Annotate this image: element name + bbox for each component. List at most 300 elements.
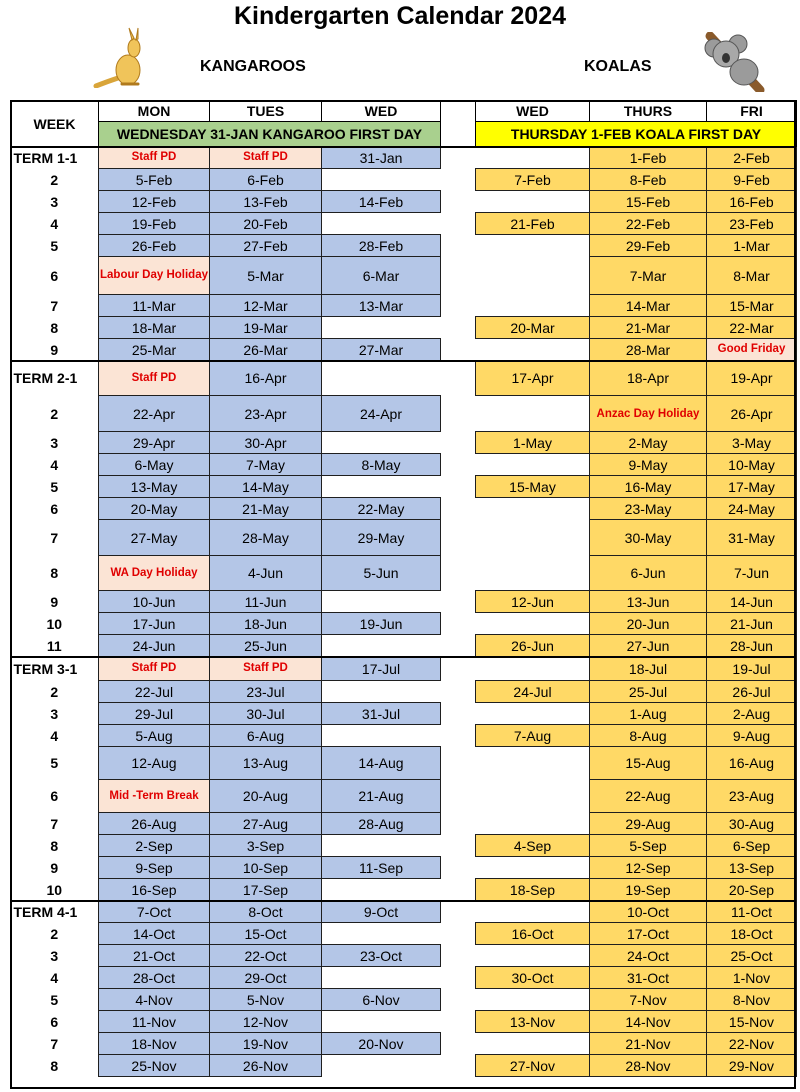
empty-cell xyxy=(476,657,590,681)
week-row xyxy=(11,295,797,317)
mon-cell: 22-Apr xyxy=(99,396,210,432)
banner-row xyxy=(11,122,797,147)
empty-cell xyxy=(476,257,590,295)
mon-cell: 10-Jun xyxy=(99,591,210,613)
gap-cell xyxy=(441,591,476,613)
week-row xyxy=(11,591,797,613)
week-label: TERM 4-1 xyxy=(13,903,78,920)
empty-cell xyxy=(476,295,590,317)
empty-cell xyxy=(476,520,590,556)
gap-cell xyxy=(441,780,476,813)
mon-cell: 28-Oct xyxy=(99,967,210,989)
thurs-cell: 22-Aug xyxy=(590,780,707,813)
week-label: 5 xyxy=(50,478,59,495)
mon-cell: 18-Nov xyxy=(99,1033,210,1055)
fri-cell: 26-Apr xyxy=(707,396,797,432)
mon-cell: 6-May xyxy=(99,454,210,476)
tues-cell: 20-Feb xyxy=(210,213,322,235)
gap-cell xyxy=(441,1033,476,1055)
tues-cell: 11-Jun xyxy=(210,591,322,613)
tues-cell: 20-Aug xyxy=(210,780,322,813)
wed-kangaroo-cell: 27-Mar xyxy=(322,339,441,361)
week-label: 2 xyxy=(50,683,59,700)
gap-cell xyxy=(441,361,476,396)
week-label: 10 xyxy=(46,881,63,898)
tues-cell: 25-Jun xyxy=(210,635,322,657)
thurs-cell: 21-Nov xyxy=(590,1033,707,1055)
gap-cell xyxy=(441,317,476,339)
week-label: 10 xyxy=(46,615,63,632)
mon-cell: 27-May xyxy=(99,520,210,556)
wed-kangaroo-cell: 31-Jul xyxy=(322,703,441,725)
week-label: TERM 1-1 xyxy=(13,149,78,166)
fri-cell: 9-Feb xyxy=(707,169,797,191)
tues-cell: 17-Sep xyxy=(210,879,322,901)
week-row xyxy=(11,191,797,213)
week-label: 8 xyxy=(50,1057,59,1074)
thurs-cell: 17-Oct xyxy=(590,923,707,945)
mon-cell: 29-Jul xyxy=(99,703,210,725)
gap-cell xyxy=(441,1011,476,1033)
tues-cell: 27-Feb xyxy=(210,235,322,257)
week-label: 4 xyxy=(50,969,59,986)
empty-cell xyxy=(476,813,590,835)
week-label: 8 xyxy=(50,837,59,854)
mon-cell: 18-Mar xyxy=(99,317,210,339)
empty-cell xyxy=(322,476,441,498)
week-row xyxy=(11,857,797,879)
event-cell: Staff PD xyxy=(210,147,322,169)
calendar-table xyxy=(10,100,797,1077)
wed-koala-cell: 7-Aug xyxy=(476,725,590,747)
week-label: 2 xyxy=(50,925,59,942)
thurs-cell: 21-Mar xyxy=(590,317,707,339)
week-row xyxy=(11,498,797,520)
gap-cell xyxy=(441,556,476,591)
gap-cell xyxy=(441,725,476,747)
empty-cell xyxy=(322,725,441,747)
fri-cell: 24-May xyxy=(707,498,797,520)
mon-cell: 11-Mar xyxy=(99,295,210,317)
tues-cell: 26-Nov xyxy=(210,1055,322,1077)
gap-cell xyxy=(441,213,476,235)
fri-cell: 8-Nov xyxy=(707,989,797,1011)
thurs-cell: 25-Jul xyxy=(590,681,707,703)
week-row xyxy=(11,945,797,967)
koala-icon xyxy=(702,32,768,92)
thurs-cell: 27-Jun xyxy=(590,635,707,657)
thurs-cell: 12-Sep xyxy=(590,857,707,879)
thurs-cell: 8-Feb xyxy=(590,169,707,191)
thurs-cell: 31-Oct xyxy=(590,967,707,989)
mon-cell: 4-Nov xyxy=(99,989,210,1011)
fri-cell: 19-Jul xyxy=(707,657,797,681)
wed-koala-cell: 13-Nov xyxy=(476,1011,590,1033)
wed-kangaroo-cell: 29-May xyxy=(322,520,441,556)
week-row xyxy=(11,169,797,191)
week-label: 8 xyxy=(50,319,59,336)
fri-cell: 2-Feb xyxy=(707,147,797,169)
koala-first-day-banner: THURSDAY 1-FEB KOALA FIRST DAY xyxy=(476,122,797,147)
thurs-cell: 14-Nov xyxy=(590,1011,707,1033)
tues-cell: 3-Sep xyxy=(210,835,322,857)
event-cell: Labour Day Holiday xyxy=(99,257,210,295)
gap-cell xyxy=(441,122,476,147)
week-row xyxy=(11,257,797,295)
wed-kangaroo-cell: 14-Feb xyxy=(322,191,441,213)
fri-cell: 8-Mar xyxy=(707,257,797,295)
kangaroo-icon xyxy=(92,26,154,88)
week-row xyxy=(11,1011,797,1033)
gap-cell xyxy=(441,681,476,703)
tues-cell: 29-Oct xyxy=(210,967,322,989)
wed-kangaroo-cell: 8-May xyxy=(322,454,441,476)
thurs-cell: 28-Mar xyxy=(590,339,707,361)
mon-cell: 13-May xyxy=(99,476,210,498)
empty-cell xyxy=(476,703,590,725)
week-label: 6 xyxy=(50,500,59,517)
gap-cell xyxy=(441,396,476,432)
empty-cell xyxy=(476,556,590,591)
fri-cell: 21-Jun xyxy=(707,613,797,635)
mon-cell: 14-Oct xyxy=(99,923,210,945)
week-label: 6 xyxy=(50,267,59,284)
fri-cell: 23-Aug xyxy=(707,780,797,813)
thurs-cell: 20-Jun xyxy=(590,613,707,635)
thurs-cell: 29-Feb xyxy=(590,235,707,257)
week-label: 7 xyxy=(50,815,59,832)
thurs-cell: 7-Mar xyxy=(590,257,707,295)
week-row xyxy=(11,454,797,476)
week-label: TERM 3-1 xyxy=(13,660,78,677)
fri-cell: 11-Oct xyxy=(707,901,797,923)
thurs-cell: 2-May xyxy=(590,432,707,454)
wed-koala-cell: 4-Sep xyxy=(476,835,590,857)
mon-cell: 20-May xyxy=(99,498,210,520)
tues-cell: 15-Oct xyxy=(210,923,322,945)
empty-cell xyxy=(476,945,590,967)
tues-cell: 30-Apr xyxy=(210,432,322,454)
week-row xyxy=(11,1055,797,1077)
tues-cell: 19-Nov xyxy=(210,1033,322,1055)
wed-kangaroo-cell: 9-Oct xyxy=(322,901,441,923)
wed-kangaroo-cell: 6-Nov xyxy=(322,989,441,1011)
mon-cell: 5-Aug xyxy=(99,725,210,747)
tues-cell: 13-Aug xyxy=(210,747,322,780)
tues-cell: 6-Aug xyxy=(210,725,322,747)
mon-cell: 21-Oct xyxy=(99,945,210,967)
empty-cell xyxy=(476,191,590,213)
wed-kangaroo-cell: 17-Jul xyxy=(322,657,441,681)
empty-cell xyxy=(476,454,590,476)
wed-kangaroo-cell: 23-Oct xyxy=(322,945,441,967)
week-header: WEEK xyxy=(11,101,99,147)
week-label: 9 xyxy=(50,593,59,610)
tues-cell: 22-Oct xyxy=(210,945,322,967)
tues-cell: 23-Jul xyxy=(210,681,322,703)
empty-cell xyxy=(322,1055,441,1077)
event-cell: Staff PD xyxy=(99,361,210,396)
mon-cell: 2-Sep xyxy=(99,835,210,857)
gap-cell xyxy=(441,498,476,520)
tues-cell: 26-Mar xyxy=(210,339,322,361)
week-row xyxy=(11,813,797,835)
week-row xyxy=(11,317,797,339)
empty-cell xyxy=(322,591,441,613)
tues-cell: 10-Sep xyxy=(210,857,322,879)
thurs-cell: 30-May xyxy=(590,520,707,556)
empty-cell xyxy=(476,901,590,923)
thurs-cell: 14-Mar xyxy=(590,295,707,317)
mon-cell: 25-Mar xyxy=(99,339,210,361)
wed-koala-cell: 12-Jun xyxy=(476,591,590,613)
empty-cell xyxy=(322,361,441,396)
empty-cell xyxy=(322,681,441,703)
thurs-cell: 1-Aug xyxy=(590,703,707,725)
week-label: 3 xyxy=(50,705,59,722)
week-label: 5 xyxy=(50,755,59,771)
thurs-cell: 29-Aug xyxy=(590,813,707,835)
gap-cell xyxy=(441,635,476,657)
fri-cell: 6-Sep xyxy=(707,835,797,857)
fri-header: FRI xyxy=(707,101,797,122)
week-row xyxy=(11,879,797,901)
tues-header: TUES xyxy=(210,101,322,122)
fri-cell: 1-Nov xyxy=(707,967,797,989)
week-label: 4 xyxy=(50,456,59,473)
empty-cell xyxy=(476,989,590,1011)
fri-cell: 31-May xyxy=(707,520,797,556)
thurs-cell: 9-May xyxy=(590,454,707,476)
empty-cell xyxy=(322,169,441,191)
tues-cell: 28-May xyxy=(210,520,322,556)
gap-cell xyxy=(441,857,476,879)
week-row xyxy=(11,613,797,635)
gap-cell xyxy=(441,613,476,635)
tues-cell: 12-Nov xyxy=(210,1011,322,1033)
week-row xyxy=(11,635,797,657)
empty-cell xyxy=(322,879,441,901)
gap-cell xyxy=(441,454,476,476)
gap-cell xyxy=(441,235,476,257)
fri-cell: 15-Nov xyxy=(707,1011,797,1033)
fri-cell: 3-May xyxy=(707,432,797,454)
empty-cell xyxy=(476,235,590,257)
gap-cell xyxy=(441,923,476,945)
mon-cell: 26-Aug xyxy=(99,813,210,835)
empty-cell xyxy=(322,1011,441,1033)
week-row xyxy=(11,147,797,169)
week-label: 11 xyxy=(46,637,62,654)
wed-koala-cell: 15-May xyxy=(476,476,590,498)
week-row xyxy=(11,339,797,361)
wed-kangaroo-cell: 24-Apr xyxy=(322,396,441,432)
tues-cell: 4-Jun xyxy=(210,556,322,591)
gap-cell xyxy=(441,476,476,498)
wed-kangaroo-cell: 28-Aug xyxy=(322,813,441,835)
gap-cell xyxy=(441,989,476,1011)
week-label: 7 xyxy=(50,1035,59,1052)
week-label: 3 xyxy=(50,947,59,964)
wed-kangaroo-cell: 6-Mar xyxy=(322,257,441,295)
gap-cell xyxy=(441,339,476,361)
wed-koala-header: WED xyxy=(476,101,590,122)
fri-cell: 2-Aug xyxy=(707,703,797,725)
fri-cell: 16-Aug xyxy=(707,747,797,780)
week-label: 4 xyxy=(50,727,59,744)
fri-cell: 9-Aug xyxy=(707,725,797,747)
week-label: 3 xyxy=(50,434,59,451)
tues-cell: 30-Jul xyxy=(210,703,322,725)
mon-header: MON xyxy=(99,101,210,122)
empty-cell xyxy=(476,339,590,361)
fri-cell: 16-Feb xyxy=(707,191,797,213)
thurs-cell: 15-Aug xyxy=(590,747,707,780)
mon-cell: 5-Feb xyxy=(99,169,210,191)
tues-cell: 21-May xyxy=(210,498,322,520)
week-row xyxy=(11,703,797,725)
gap-cell xyxy=(441,967,476,989)
wed-kangaroo-cell: 21-Aug xyxy=(322,780,441,813)
fri-cell: 26-Jul xyxy=(707,681,797,703)
event-cell: Mid -Term Break xyxy=(99,780,210,813)
tues-cell: 5-Mar xyxy=(210,257,322,295)
wed-koala-cell: 26-Jun xyxy=(476,635,590,657)
week-row xyxy=(11,681,797,703)
week-row xyxy=(11,556,797,591)
empty-cell xyxy=(322,317,441,339)
thurs-cell: 8-Aug xyxy=(590,725,707,747)
empty-cell xyxy=(476,780,590,813)
week-row xyxy=(11,432,797,454)
wed-koala-cell: 21-Feb xyxy=(476,213,590,235)
empty-cell xyxy=(322,213,441,235)
header-row xyxy=(11,101,797,122)
event-cell: WA Day Holiday xyxy=(99,556,210,591)
week-row xyxy=(11,725,797,747)
gap-cell xyxy=(441,703,476,725)
fri-cell: 1-Mar xyxy=(707,235,797,257)
week-row xyxy=(11,235,797,257)
mon-cell: 26-Feb xyxy=(99,235,210,257)
fri-cell: 7-Jun xyxy=(707,556,797,591)
thurs-cell: 7-Nov xyxy=(590,989,707,1011)
wed-kangaroo-cell: 5-Jun xyxy=(322,556,441,591)
gap-cell xyxy=(441,191,476,213)
mon-cell: 25-Nov xyxy=(99,1055,210,1077)
tues-cell: 7-May xyxy=(210,454,322,476)
week-row xyxy=(11,967,797,989)
wed-koala-cell: 30-Oct xyxy=(476,967,590,989)
week-label: 5 xyxy=(50,991,59,1008)
wed-koala-cell: 17-Apr xyxy=(476,361,590,396)
tues-cell: 6-Feb xyxy=(210,169,322,191)
thurs-cell: 6-Jun xyxy=(590,556,707,591)
gap-cell xyxy=(441,813,476,835)
empty-cell xyxy=(476,747,590,780)
gap-cell xyxy=(441,520,476,556)
tues-cell: 13-Feb xyxy=(210,191,322,213)
gap-cell xyxy=(441,657,476,681)
thurs-cell: 16-May xyxy=(590,476,707,498)
mon-cell: 24-Jun xyxy=(99,635,210,657)
gap-cell xyxy=(441,169,476,191)
week-label: TERM 2-1 xyxy=(13,370,78,386)
wed-kangaroo-cell: 19-Jun xyxy=(322,613,441,635)
week-label: 2 xyxy=(50,405,59,422)
empty-cell xyxy=(322,835,441,857)
fri-cell: 13-Sep xyxy=(707,857,797,879)
wed-kangaroo-cell: 11-Sep xyxy=(322,857,441,879)
thurs-cell: 15-Feb xyxy=(590,191,707,213)
mon-cell: 16-Sep xyxy=(99,879,210,901)
empty-cell xyxy=(476,396,590,432)
week-label: 9 xyxy=(50,341,59,358)
wed-kangaroo-cell: 31-Jan xyxy=(322,147,441,169)
wed-kangaroo-cell: 14-Aug xyxy=(322,747,441,780)
tues-cell: 18-Jun xyxy=(210,613,322,635)
week-row xyxy=(11,923,797,945)
tues-cell: 5-Nov xyxy=(210,989,322,1011)
wed-koala-cell: 16-Oct xyxy=(476,923,590,945)
week-label: 9 xyxy=(50,859,59,876)
wed-kangaroo-cell: 22-May xyxy=(322,498,441,520)
event-cell: Good Friday xyxy=(707,339,797,361)
tues-cell: 14-May xyxy=(210,476,322,498)
wed-kangaroo-cell: 13-Mar xyxy=(322,295,441,317)
fri-cell: 18-Oct xyxy=(707,923,797,945)
thurs-cell: 18-Apr xyxy=(590,361,707,396)
gap-cell xyxy=(441,835,476,857)
tues-cell: 12-Mar xyxy=(210,295,322,317)
thurs-cell: 10-Oct xyxy=(590,901,707,923)
week-row xyxy=(11,835,797,857)
week-row xyxy=(11,520,797,556)
mon-cell: 7-Oct xyxy=(99,901,210,923)
thurs-cell: 5-Sep xyxy=(590,835,707,857)
fri-cell: 17-May xyxy=(707,476,797,498)
koalas-label: KOALAS xyxy=(584,58,652,75)
kangaroos-label: KANGAROOS xyxy=(200,58,306,75)
empty-cell xyxy=(476,613,590,635)
empty-cell xyxy=(322,967,441,989)
fri-cell: 22-Nov xyxy=(707,1033,797,1055)
empty-cell xyxy=(322,635,441,657)
wed-koala-cell: 18-Sep xyxy=(476,879,590,901)
week-row xyxy=(11,989,797,1011)
fri-cell: 20-Sep xyxy=(707,879,797,901)
page-title: Kindergarten Calendar 2024 xyxy=(233,2,567,30)
week-label: 2 xyxy=(50,171,59,188)
gap-cell xyxy=(441,101,476,122)
tues-cell: 19-Mar xyxy=(210,317,322,339)
event-cell: Staff PD xyxy=(210,657,322,681)
kangaroo-first-day-banner: WEDNESDAY 31-JAN KANGAROO FIRST DAY xyxy=(99,122,441,147)
empty-cell xyxy=(476,498,590,520)
week-row xyxy=(11,361,797,396)
gap-cell xyxy=(441,432,476,454)
mon-cell: 12-Feb xyxy=(99,191,210,213)
fri-cell: 19-Apr xyxy=(707,361,797,396)
mon-cell: 17-Jun xyxy=(99,613,210,635)
fri-cell: 10-May xyxy=(707,454,797,476)
wed-kangaroo-cell: 20-Nov xyxy=(322,1033,441,1055)
wed-koala-cell: 27-Nov xyxy=(476,1055,590,1077)
mon-cell: 12-Aug xyxy=(99,747,210,780)
week-row xyxy=(11,476,797,498)
event-cell: Staff PD xyxy=(99,147,210,169)
thurs-cell: 24-Oct xyxy=(590,945,707,967)
